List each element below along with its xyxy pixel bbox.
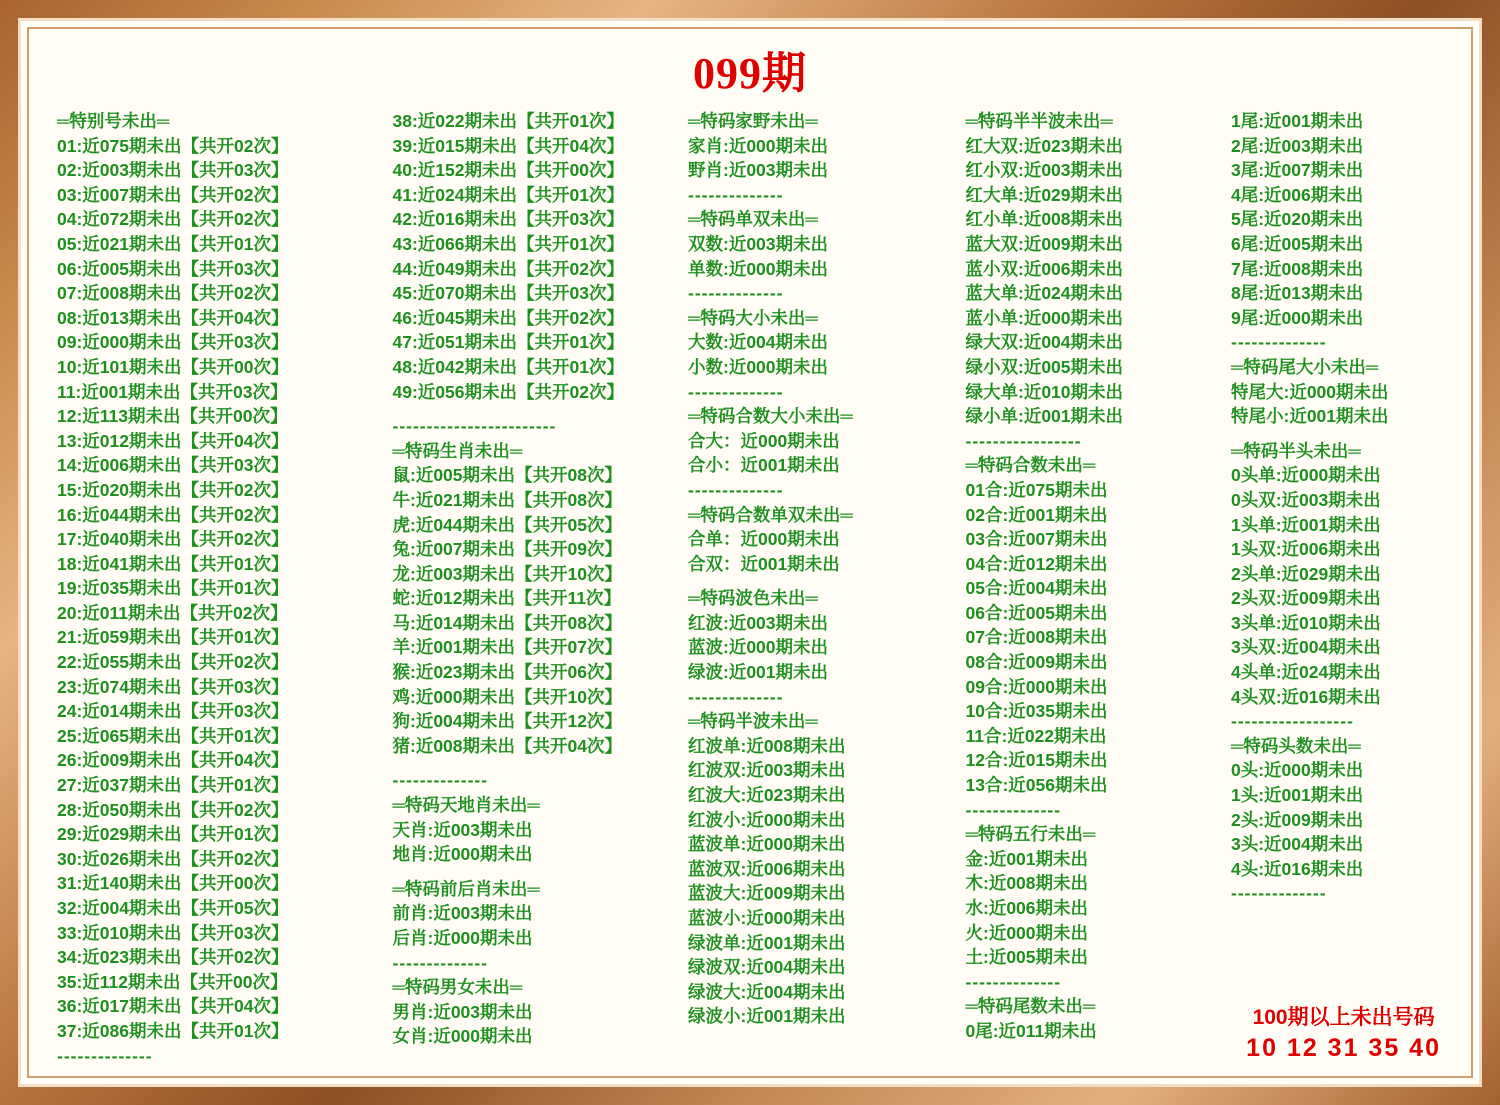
- list-item: 12:近113期未出【共开00次】: [57, 406, 288, 427]
- list-item: 男肖:近003期未出: [392, 1001, 533, 1022]
- list-item: 40:近152期未出【共开00次】: [392, 160, 624, 181]
- list-item: 46:近045期未出【共开02次】: [392, 307, 624, 328]
- list-item: 女肖:近000期未出: [392, 1026, 533, 1047]
- list-item: 35:近112期未出【共开00次】: [57, 971, 288, 992]
- divider: --------------: [965, 971, 1062, 992]
- list-item: 蓝波小:近000期未出: [688, 908, 846, 928]
- list-item: 后肖:近000期未出: [392, 928, 533, 948]
- list-item: 06:近005期未出【共开03次】: [57, 258, 289, 279]
- divider: --------------: [57, 1045, 153, 1066]
- list-item: 2头单:近029期未出: [1231, 563, 1381, 584]
- list-item: 绿波双:近004期未出: [688, 957, 846, 978]
- list-item: 猪:近008期未出【共开04次】: [392, 735, 622, 756]
- list-item: 01合:近075期未出: [965, 479, 1108, 500]
- list-item: 08:近013期未出【共开04次】: [57, 307, 289, 328]
- divider: --------------: [688, 381, 784, 402]
- list-item: 30:近026期未出【共开02次】: [57, 848, 289, 869]
- list-item: 羊:近001期未出【共开07次】: [392, 637, 622, 658]
- list-item: 22:近055期未出【共开02次】: [57, 652, 289, 673]
- list-item: 02合:近001期未出: [965, 504, 1108, 525]
- list-item: 前肖:近003期未出: [392, 903, 533, 924]
- section-heading: ═特码半波未出═: [688, 711, 818, 732]
- list-item: 07:近008期未出【共开02次】: [57, 283, 289, 304]
- column-zodiac: [393, 109, 673, 1049]
- content-columns: [39, 109, 1461, 1068]
- list-item: 3头:近004期未出: [1231, 834, 1364, 855]
- list-item: 03合:近007期未出: [965, 529, 1108, 550]
- list-item: 18:近041期未出【共开01次】: [57, 553, 289, 574]
- list-item: 绿大单:近010期未出: [965, 381, 1124, 402]
- spacer: [688, 576, 950, 586]
- divider: --------------: [1231, 883, 1327, 904]
- list-item: 绿波单:近001期未出: [688, 932, 846, 953]
- list-item: 蓝波双:近006期未出: [688, 858, 846, 879]
- list-item: 37:近086期未出【共开01次】: [57, 1020, 289, 1041]
- section-heading: ═特码合数大小未出═: [688, 406, 853, 427]
- list-item: 28:近050期未出【共开02次】: [57, 799, 289, 820]
- list-item: 27:近037期未出【共开01次】: [57, 775, 289, 796]
- list-item: 32:近004期未出【共开05次】: [57, 898, 289, 918]
- list-item: 蓝大双:近009期未出: [965, 233, 1124, 254]
- list-item: 红大双:近023期未出: [965, 135, 1124, 156]
- list-item: 9尾:近000期未出: [1231, 307, 1364, 328]
- divider: --------------: [688, 479, 784, 500]
- list-item: 1头双:近006期未出: [1231, 539, 1381, 560]
- list-item: 2头双:近009期未出: [1231, 588, 1381, 609]
- divider: --------------: [392, 770, 489, 791]
- divider: --------------: [1231, 332, 1327, 353]
- list-item: 红波小:近000期未出: [688, 809, 846, 830]
- list-item: 绿波大:近004期未出: [688, 981, 846, 1002]
- divider: --------------: [688, 184, 784, 205]
- list-item: 07合:近008期未出: [965, 627, 1108, 648]
- list-item: 龙:近003期未出【共开10次】: [392, 563, 622, 584]
- list-item: 1头单:近001期未出: [1231, 514, 1381, 535]
- list-item: 水:近006期未出: [965, 898, 1089, 918]
- section-heading: ═特码合数单双未出═: [688, 504, 853, 525]
- list-item: 36:近017期未出【共开04次】: [57, 996, 289, 1017]
- section-heading: ═特码尾大小未出═: [1231, 356, 1379, 377]
- list-item: 狗:近004期未出【共开12次】: [392, 711, 622, 732]
- list-item: 7尾:近008期未出: [1231, 258, 1364, 279]
- list-item: 6尾:近005期未出: [1231, 233, 1364, 254]
- list-item: 45:近070期未出【共开03次】: [392, 283, 624, 304]
- list-item: 23:近074期未出【共开03次】: [57, 676, 289, 697]
- divider: -----------------: [965, 430, 1082, 451]
- list-item: 1头:近001期未出: [1231, 785, 1364, 806]
- list-item: 合双：近001期未出: [688, 553, 840, 574]
- list-item: 双数:近003期未出: [688, 233, 829, 254]
- section-heading: ═特码半头未出═: [1231, 440, 1361, 461]
- list-item: 兔:近007期未出【共开09次】: [392, 539, 622, 560]
- list-item: 蓝大单:近024期未出: [965, 283, 1124, 304]
- column-halfhalf-sum: [966, 109, 1216, 1044]
- list-item: 09:近000期未出【共开03次】: [57, 332, 289, 353]
- list-item: 红小单:近008期未出: [965, 209, 1124, 230]
- list-item: 31:近140期未出【共开00次】: [57, 873, 289, 894]
- list-item: 绿大双:近004期未出: [965, 332, 1124, 353]
- list-item: 13合:近056期未出: [965, 775, 1108, 796]
- list-item: 19:近035期未出【共开01次】: [57, 578, 289, 599]
- list-item: 13:近012期未出【共开04次】: [57, 430, 289, 451]
- list-item: 4尾:近006期未出: [1231, 184, 1364, 205]
- section-heading: ═特码半半波未出═: [965, 111, 1113, 131]
- list-item: 大数:近004期未出: [688, 332, 829, 353]
- list-item: 红小双:近003期未出: [965, 160, 1124, 181]
- list-item: 猴:近023期未出【共开06次】: [392, 662, 622, 683]
- section-heading: ═特码男女未出═: [392, 977, 523, 998]
- frame-inner: [27, 27, 1473, 1078]
- list-item: 0头:近000期未出: [1231, 760, 1364, 781]
- list-item: 05合:近004期未出: [965, 578, 1108, 599]
- list-item: 0尾:近011期未出: [965, 1020, 1097, 1041]
- list-item: 43:近066期未出【共开01次】: [392, 233, 624, 254]
- list-item: 10合:近035期未出: [965, 701, 1108, 722]
- section-heading: ═特码波色未出═: [688, 588, 818, 609]
- list-item: 家肖:近000期未出: [688, 135, 829, 156]
- divider: --------------: [392, 952, 489, 973]
- list-item: 08合:近009期未出: [965, 652, 1108, 673]
- list-item: 虎:近044期未出【共开05次】: [392, 514, 622, 535]
- list-item: 红波单:近008期未出: [688, 735, 846, 756]
- list-item: 合小：近001期未出: [688, 455, 840, 476]
- list-item: 绿波:近001期未出: [688, 662, 829, 683]
- list-item: 11:近001期未出【共开03次】: [57, 381, 288, 402]
- list-item: 牛:近021期未出【共开08次】: [392, 489, 622, 510]
- list-item: 01:近075期未出【共开02次】: [57, 135, 289, 156]
- list-item: 金:近001期未出: [965, 848, 1089, 869]
- list-item: 15:近020期未出【共开02次】: [57, 479, 289, 500]
- section-heading: ═特码家野未出═: [688, 111, 818, 131]
- list-item: 8尾:近013期未出: [1231, 283, 1364, 304]
- divider: ------------------: [1231, 711, 1354, 732]
- spacer: [393, 867, 673, 877]
- list-item: 红大单:近029期未出: [965, 184, 1124, 205]
- list-item: 42:近016期未出【共开03次】: [392, 209, 624, 230]
- list-item: 05:近021期未出【共开01次】: [57, 233, 289, 254]
- list-item: 绿波小:近001期未出: [688, 1006, 846, 1027]
- list-item: 地肖:近000期未出: [392, 844, 533, 865]
- list-item: 44:近049期未出【共开02次】: [392, 258, 624, 279]
- footer-note-numbers: 10 12 31 35 40: [1246, 1034, 1441, 1062]
- list-item: 土:近005期未出: [965, 947, 1089, 968]
- section-heading: ═特码前后肖未出═: [392, 878, 540, 899]
- list-item: 04合:近012期未出: [965, 553, 1108, 574]
- divider: --------------: [965, 799, 1062, 820]
- list-item: 1尾:近001期未出: [1231, 111, 1364, 131]
- section-heading: ═特码生肖未出═: [392, 440, 523, 461]
- list-item: 火:近000期未出: [965, 922, 1089, 943]
- list-item: 20:近011期未出【共开02次】: [57, 602, 288, 623]
- list-item: 39:近015期未出【共开04次】: [392, 135, 624, 156]
- list-item: 4头:近016期未出: [1231, 858, 1364, 879]
- list-item: 25:近065期未出【共开01次】: [57, 725, 289, 746]
- list-item: 蓝波单:近000期未出: [688, 834, 846, 855]
- list-item: 绿小单:近001期未出: [965, 406, 1124, 427]
- list-item: 小数:近000期未出: [688, 356, 829, 377]
- list-item: 红波双:近003期未出: [688, 760, 846, 781]
- list-item: 鼠:近005期未出【共开08次】: [392, 465, 622, 486]
- list-item: 21:近059期未出【共开01次】: [57, 627, 289, 648]
- list-item: 蓝波大:近009期未出: [688, 883, 846, 904]
- list-item: 34:近023期未出【共开02次】: [57, 947, 289, 968]
- list-item: 5尾:近020期未出: [1231, 209, 1364, 230]
- section-heading: ═特码五行未出═: [965, 824, 1096, 845]
- divider: --------------: [688, 283, 784, 304]
- list-item: 47:近051期未出【共开01次】: [392, 332, 624, 353]
- list-item: 合单：近000期未出: [688, 529, 840, 550]
- list-item: 48:近042期未出【共开01次】: [392, 356, 624, 377]
- section-heading: ═特别号未出═: [57, 111, 170, 131]
- list-item: 蓝小双:近006期未出: [965, 258, 1124, 279]
- list-item: 17:近040期未出【共开02次】: [57, 529, 289, 550]
- list-item: 单数:近000期未出: [688, 258, 829, 279]
- list-item: 33:近010期未出【共开03次】: [57, 922, 289, 943]
- list-item: 2尾:近003期未出: [1231, 135, 1364, 156]
- spacer: [1231, 429, 1461, 439]
- column-attributes: [688, 109, 950, 1029]
- section-heading: ═特码尾数未出═: [965, 996, 1096, 1017]
- list-item: 3头双:近004期未出: [1231, 637, 1381, 658]
- column-special-numbers: [39, 109, 377, 1068]
- section-heading: ═特码单双未出═: [688, 209, 818, 230]
- list-item: 4头单:近024期未出: [1231, 662, 1381, 683]
- list-item: 09合:近000期未出: [965, 676, 1108, 697]
- list-item: 11合:近022期未出: [965, 725, 1107, 746]
- list-item: 12合:近015期未出: [965, 750, 1108, 771]
- section-heading: ═特码合数未出═: [965, 455, 1096, 476]
- list-item: 特尾大:近000期未出: [1231, 381, 1389, 402]
- list-item: 红波大:近023期未出: [688, 785, 846, 806]
- list-item: 天肖:近003期未出: [392, 819, 533, 840]
- list-item: 4头双:近016期未出: [1231, 686, 1381, 707]
- list-item: 蓝小单:近000期未出: [965, 307, 1124, 328]
- list-item: 绿小双:近005期未出: [965, 356, 1124, 377]
- list-item: 3尾:近007期未出: [1231, 160, 1364, 181]
- section-heading: ═特码头数未出═: [1231, 735, 1361, 756]
- list-item: 蛇:近012期未出【共开11次】: [392, 588, 622, 609]
- list-item: 14:近006期未出【共开03次】: [57, 455, 289, 476]
- footer-note: [1246, 1004, 1441, 1064]
- list-item: 鸡:近000期未出【共开10次】: [392, 686, 622, 707]
- list-item: 10:近101期未出【共开00次】: [57, 356, 289, 377]
- divider: ------------------------: [392, 416, 557, 437]
- page-title: 099期: [693, 49, 807, 98]
- list-item: 马:近014期未出【共开08次】: [392, 612, 622, 633]
- list-item: 38:近022期未出【共开01次】: [392, 111, 624, 131]
- list-item: 03:近007期未出【共开02次】: [57, 184, 289, 205]
- list-item: 02:近003期未出【共开03次】: [57, 160, 289, 181]
- list-item: 06合:近005期未出: [965, 602, 1108, 623]
- spacer: [393, 404, 673, 414]
- list-item: 木:近008期未出: [965, 873, 1089, 894]
- list-item: 16:近044期未出【共开02次】: [57, 504, 289, 525]
- list-item: 特尾小:近001期未出: [1231, 406, 1389, 427]
- list-item: 红波:近003期未出: [688, 612, 829, 633]
- list-item: 3头单:近010期未出: [1231, 612, 1381, 633]
- divider: --------------: [688, 686, 784, 707]
- frame-outer: [18, 18, 1482, 1087]
- list-item: 04:近072期未出【共开02次】: [57, 209, 289, 230]
- list-item: 49:近056期未出【共开02次】: [392, 381, 624, 402]
- list-item: 0头双:近003期未出: [1231, 489, 1381, 510]
- list-item: 41:近024期未出【共开01次】: [392, 184, 624, 205]
- list-item: 24:近014期未出【共开03次】: [57, 701, 289, 722]
- section-heading: ═特码大小未出═: [688, 307, 818, 328]
- list-item: 合大：近000期未出: [688, 430, 840, 451]
- list-item: 蓝波:近000期未出: [688, 637, 829, 658]
- list-item: 0头单:近000期未出: [1231, 465, 1381, 486]
- list-item: 野肖:近003期未出: [688, 160, 829, 181]
- list-item: 26:近009期未出【共开04次】: [57, 750, 289, 771]
- list-item: 29:近029期未出【共开01次】: [57, 824, 289, 845]
- spacer: [393, 758, 673, 768]
- column-tails-heads: [1231, 109, 1461, 906]
- section-heading: ═特码天地肖未出═: [392, 795, 540, 816]
- list-item: 2头:近009期未出: [1231, 809, 1364, 830]
- footer-note-label: 100期以上未出号码: [1252, 1006, 1435, 1029]
